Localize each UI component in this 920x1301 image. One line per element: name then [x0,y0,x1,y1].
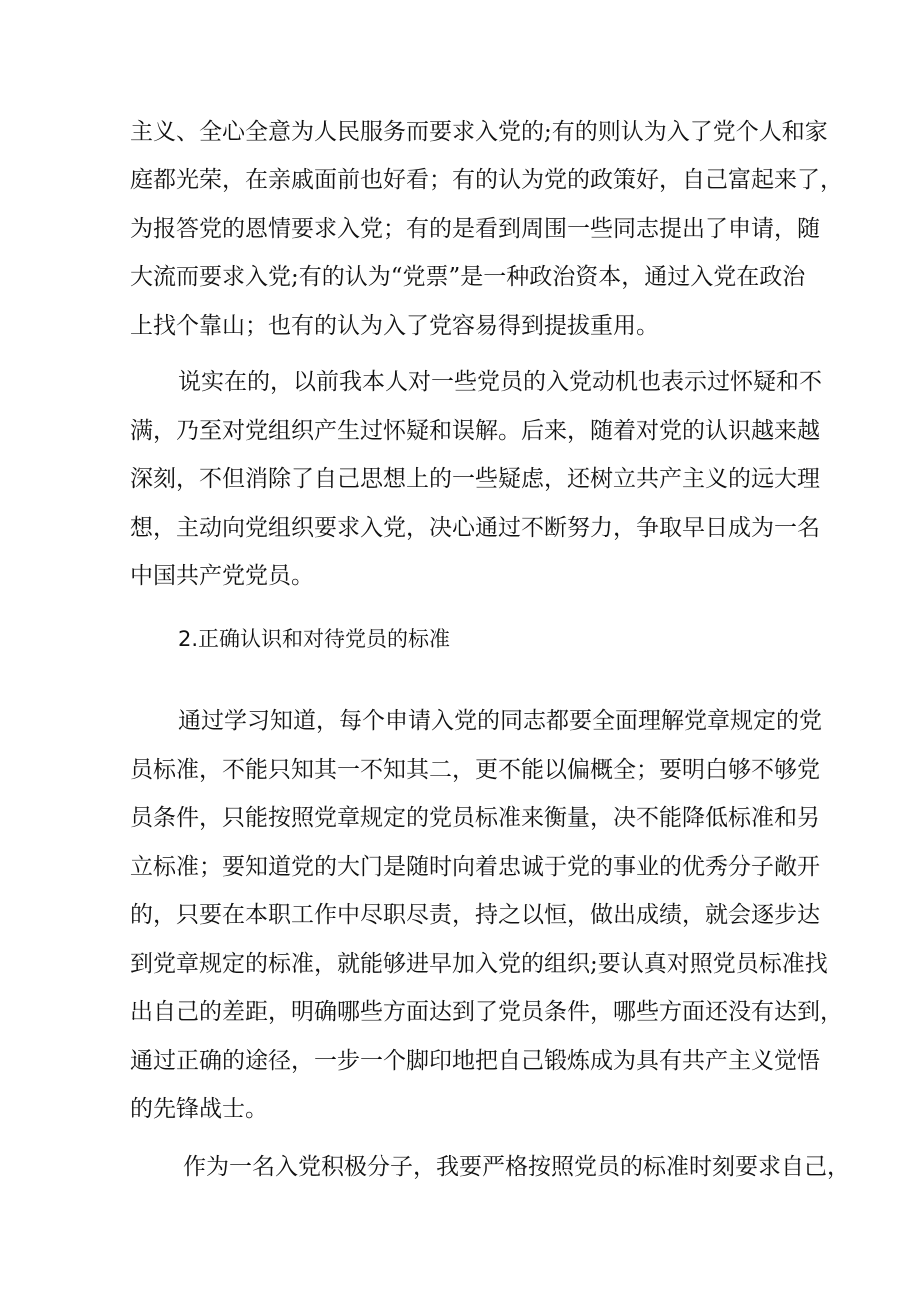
text-line: 为报答党的恩情要求入党；有的是看到周围一些同志提出了申请，随 [130,216,820,242]
text-line: 的，只要在本职工作中尽职尽责，持之以恒，做出成绩，就会逐步达 [130,902,820,928]
text-line: 的先锋战士。 [130,1096,268,1122]
text-line: 想，主动向党组织要求入党，决心通过不断努力，争取早日成为一名 [130,515,820,541]
text-line: 通过正确的途径，一步一个脚印地把自己锻炼成为具有共产主义觉悟 [130,1048,820,1074]
text-line: 大流而要求入党;有的认为“党票”是一种政治资本，通过入党在政治 [130,264,806,290]
text-line: 员标准，不能只知其一不知其二，更不能以偏概全；要明白够不够党 [130,757,820,783]
text-line: 上找个靠山；也有的认为入了党容易得到提拔重用。 [130,313,659,339]
text-line: 通过学习知道，每个申请入党的同志都要全面理解党章规定的党 [178,708,822,734]
text-line: 作为一名入党积极分子，我要严格按照党员的标准时刻要求自己， [183,1154,850,1180]
text-line: 满，乃至对党组织产生过怀疑和误解。后来，随着对党的认识越来越 [130,418,820,444]
text-line: 中国共产党党员。 [130,563,314,589]
text-line: 说实在的，以前我本人对一些党员的入党动机也表示过怀疑和不 [178,369,822,395]
text-line: 出自己的差距，明确哪些方面达到了党员条件，哪些方面还没有达到， [130,999,843,1025]
text-line: 深刻，不但消除了自己思想上的一些疑虑，还树立共产主义的远大理 [130,466,820,492]
section-heading: 2.正确认识和对待党员的标准 [178,627,451,651]
text-line: 主义、全心全意为人民服务而要求入党的;有的则认为入了党个人和家 [130,119,828,145]
text-line: 庭都光荣，在亲戚面前也好看；有的认为党的政策好，自己富起来了， [130,167,843,193]
text-line: 员条件，只能按照党章规定的党员标准来衡量，决不能降低标准和另 [130,805,820,831]
text-line: 立标准；要知道党的大门是随时向着忠诚于党的事业的优秀分子敞开 [130,854,820,880]
text-line: 到党章规定的标准，就能够进早加入党的组织;要认真对照党员标准找 [130,951,828,977]
